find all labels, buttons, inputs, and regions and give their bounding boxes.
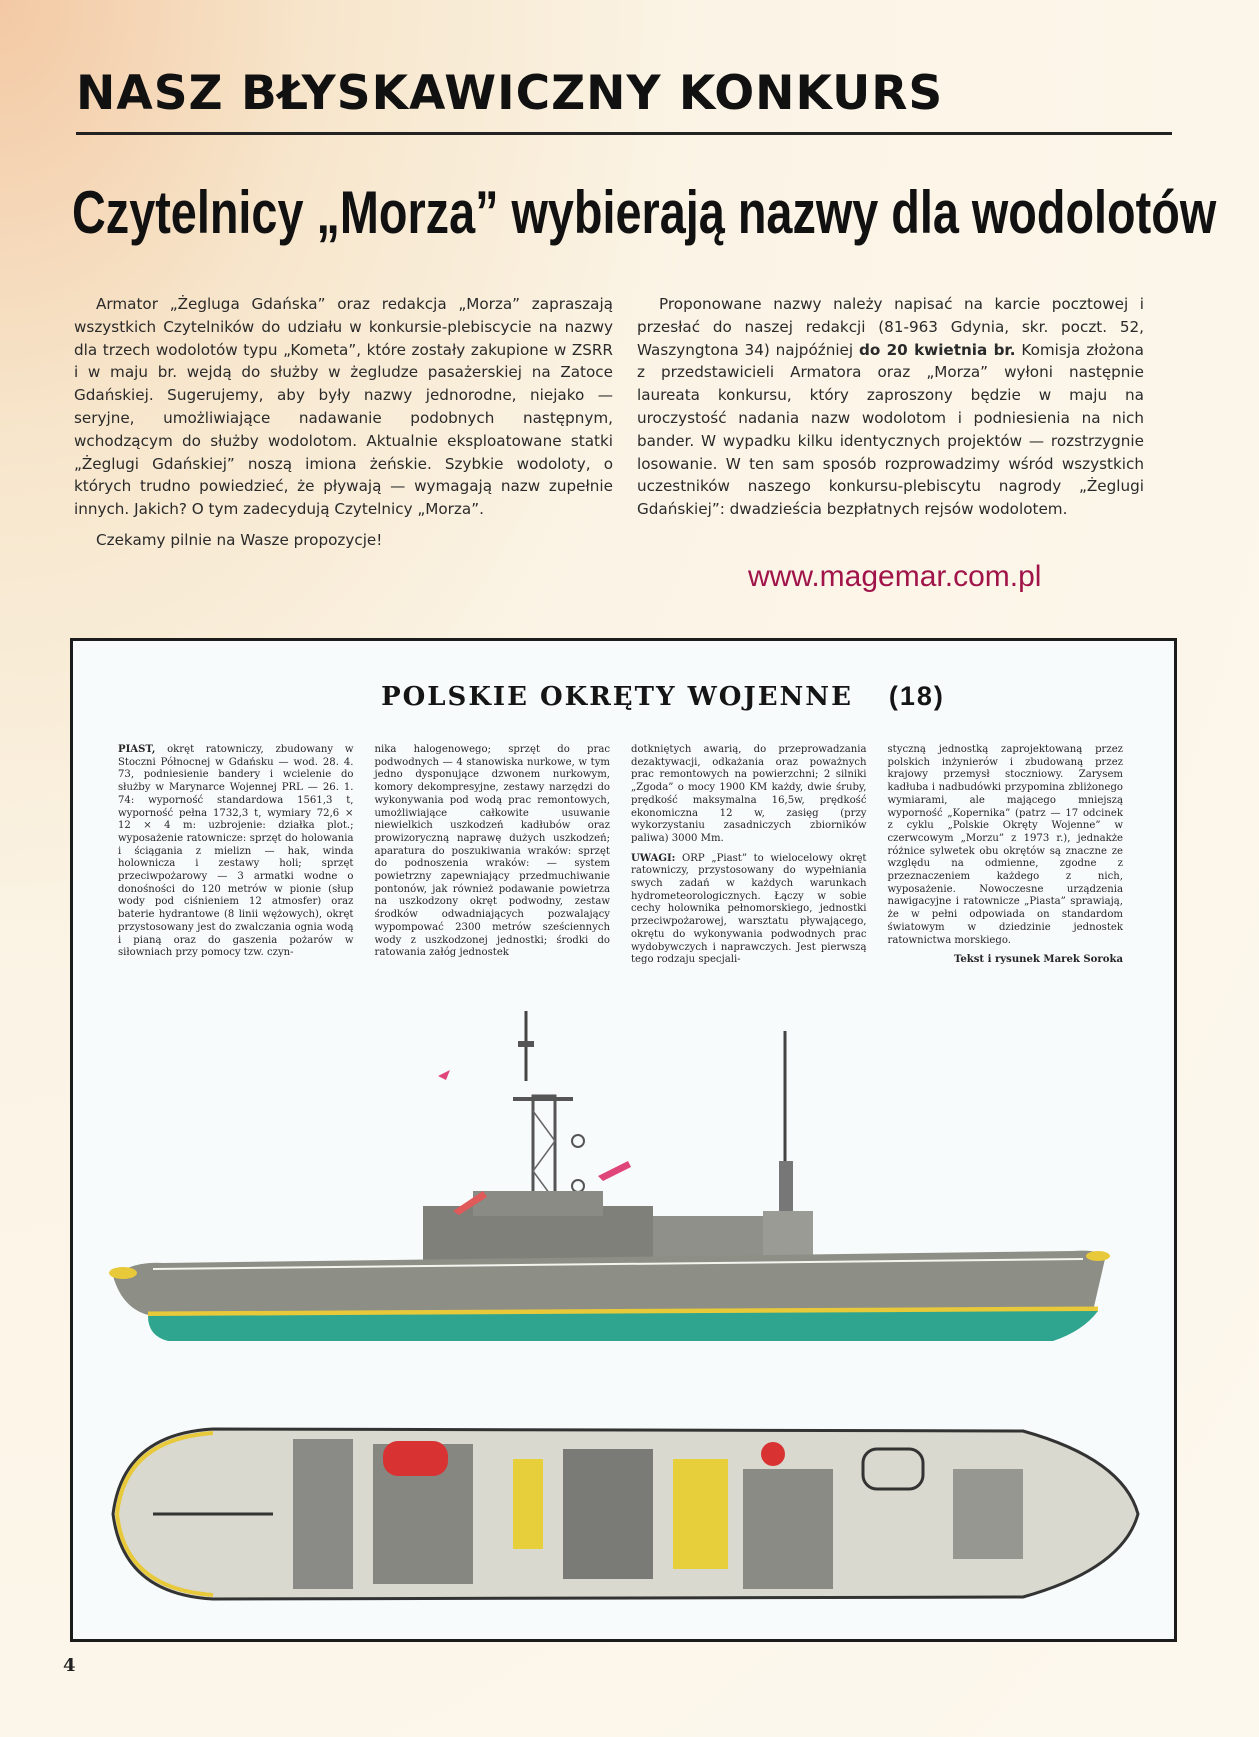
ship-deck-plan-illustration xyxy=(93,1419,1153,1609)
page-number: 4 xyxy=(63,1655,76,1676)
spec-column-2 xyxy=(374,744,611,959)
intro-column-right xyxy=(637,293,1144,521)
watermark-link[interactable]: www.magemar.com.pl xyxy=(748,560,1042,593)
feature-number: (18) xyxy=(888,681,945,711)
intro-paragraph: Armator „Żegluga Gdańska” oraz redakcja „Morza” zapraszają wszystkich Czytelników do udziału w konkursie-plebiscycie na nazwy dla trzech wodolotów typu „Kometa”, które zostały zakupione w ZSRR i w maju br. wejdą do służby w żegludze pasażerskiej na Zatoce Gdańskiej. Sugerujemy, aby były nazwy jednorodne, niejako — seryjne, umożliwiające nadawanie podobnych następnym, wchodzącym do służby wodolotom. Aktualnie eksploatowane statki „Żeglugi Gdańskiej” noszą imiona żeńskie. Szybkie wodoloty, o których trudno powiedzieć, że pływają — wymagają nazw zupełnie innych. Jakich? O tym zadecydują Czytelnicy „Morza”. xyxy=(74,295,613,519)
intro-column-left xyxy=(74,293,613,552)
kicker-rule xyxy=(76,132,1172,135)
section-kicker: NASZ BŁYSKAWICZNY KONKURS xyxy=(76,66,944,121)
spec-column-1 xyxy=(118,744,354,959)
notes-text: ORP „Piast” to wielocelowy okręt ratowniczy, przystosowany do wypełniania swych zadań w każdych warunkach hydrometeorologicznych. Łączy w sobie cechy holownika pełnomorskiego, jednostki przeciwpożarowej, warsztatu pływającego, okrętu do wykonywania podwodnych prac wydobywczych i naprawczych. Jest pierwszą tego rodzaju specjali- xyxy=(631,852,867,966)
spec-column-3 xyxy=(631,744,867,966)
ship-side-profile-illustration xyxy=(93,1011,1153,1341)
deadline-bold: do 20 kwietnia br. xyxy=(858,340,1016,359)
spec-text: okręt ratowniczy, zbudowany w Stoczni Północnej w Gdańsku — wod. 28. 4. 73, podniesienie bandery i wcielenie do służby w Marynarce Wojennej PRL — 26. 1. 74: wyporność standardowa 1561,3 t, wyporność pełna 1732,3 t, wymiary 72,6 × 12 × 4 m: uzbrojenie: działka plot.; wyposażenie ratownicze: sprzęt do holowania i ściągania z mielizn — hak, winda holownicza i zestawy holi; sprzęt przeciwpożarowy — 3 armatki wodne o donośności do 120 metrów w pionie (słup wody pod ciśnieniem 12 atmosfer) oraz baterie hydrantowe (8 linii wężowych), okręt przystosowany jest do zwalczania ognia wodą i pianą oraz do gaszenia pożarów w siłowniach przy pomocy tzw. czyn- xyxy=(118,744,354,959)
spec-columns xyxy=(118,744,1123,966)
spec-text: dotkniętych awarią, do przeprowadzania dezaktywacji, odkażania oraz poważnych prac remontowych na powierzchni; 2 silniki „Zgoda” o mocy 1900 KM każdy, dwie śruby, prędkość maksymalna 16,5w, prędkość ekonomiczna 12 w, zasięg (przy wykorzystaniu zasadniczych zbiorników paliwa) 3000 Mm. xyxy=(631,744,867,844)
notes-label: UWAGI: xyxy=(631,852,676,864)
feature-title-text: POLSKIE OKRĘTY WOJENNE xyxy=(381,682,853,712)
intro-paragraph-right xyxy=(637,293,1144,521)
headline: Czytelnicy „Morza” wybierają nazwy dla wodolotów xyxy=(72,179,1217,246)
ship-name: PIAST, xyxy=(118,744,156,755)
author-credit: Tekst i rysunek Marek Soroka xyxy=(953,954,1123,966)
text-span: Proponowane nazwy należy napisać na karcie pocztowej i przesłać do naszej redakcji (81-963 Gdynia, skr. poczt. 52, Waszyngtona 34) najpóźniej xyxy=(637,295,1144,359)
intro-closing: Czekamy pilnie na Wasze propozycje! xyxy=(96,530,383,549)
feature-title xyxy=(303,681,1023,712)
text-span: Komisja złożona z przedstawicieli Armatora oraz „Morza” wyłoni następnie laureata konkursu, który zaproszony będzie w maju na uroczystość nadania nazw wodolotom i podniesienia na nich bander. W wypadku kilku identycznych projektów — rozstrzygnie losowanie. W ten sam sposób rozprowadzimy wśród wszystkich uczestników naszego konkursu-plebiscytu nagrody „Żeglugi Gdańskiej”: dwadzieścia bezpłatnych rejsów wodolotem. xyxy=(637,340,1144,519)
spec-text: styczną jednostką zaprojektowaną przez polskich inżynierów i zbudowaną przez krajowy przemysł stoczniowy. Zarysem kadłuba i nadbudówki przypomina zbliżonego wymiarami, ale mającego mniejszą wyporność „Kopernika” (patrz — 17 odcinek z cyklu „Polskie Okręty Wojenne” w czerwcowym „Morzu” z 1973 r.), jednakże różnice sylwetek obu okrętów są znaczne ze względu na odmienne, zgodne z przeznaczeniem każdego z nich, wyposażenie. Nowoczesne urządzenia nawigacyjne i ratownicze „Piasta” sprawiają, że w pełni odpowiada on standardom światowym w dziedzinie jednostek ratownictwa morskiego. xyxy=(887,744,1123,946)
spec-text: nika halogenowego; sprzęt do prac podwodnych — 4 stanowiska nurkowe, w tym jedno dysponujące dzwonem nurkowym, komory dekompresyjne, zestawy narzędzi do wykonywania pod wodą prac remontowych, umożliwiające całkowite usuwanie niewielkich uszkodzeń kadłubów oraz prowizoryczną naprawę dużych uszkodzeń; aparatura do poszukiwania wraków: sprzęt do podnoszenia wraków: — system powietrzny zapewniający przedmuchiwanie pontonów, jak również podawanie powietrza na uszkodzony okręt podwodny, zestaw środków odwadniających pozwalający wypompować 2300 metrów sześciennych wody z uszkodzonej jednostki; środki do ratowania załóg jednostek xyxy=(374,744,610,959)
feature-box xyxy=(70,638,1177,1642)
spec-column-4 xyxy=(887,744,1124,966)
